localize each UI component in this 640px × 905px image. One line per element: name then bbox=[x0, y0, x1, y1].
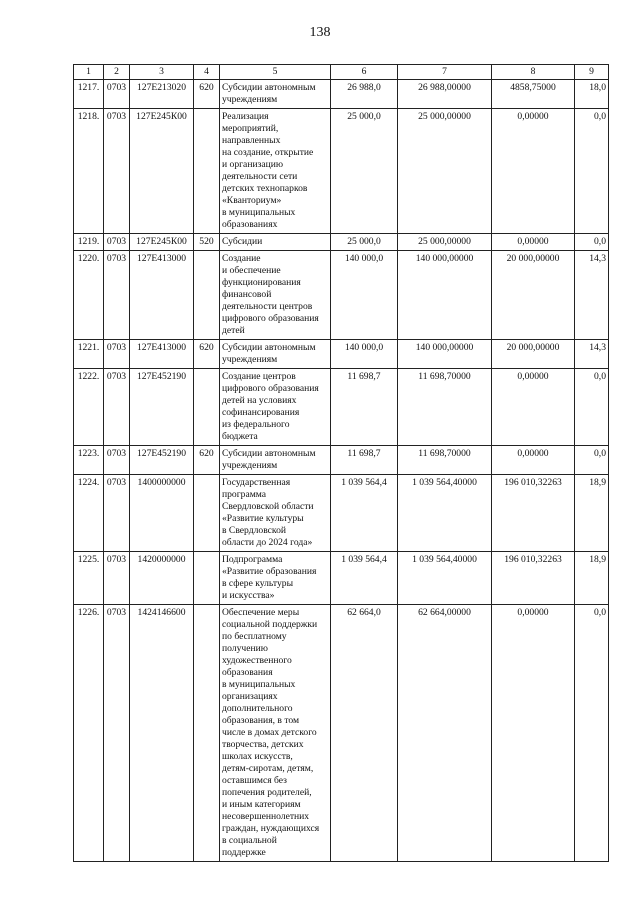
target-code-cell: 1424146600 bbox=[130, 605, 194, 862]
table-row bbox=[74, 475, 609, 552]
amount-cell: 140 000,00000 bbox=[398, 340, 492, 369]
percent-cell: 14,3 bbox=[575, 251, 609, 340]
amount-cell: 196 010,32263 bbox=[492, 552, 575, 605]
expense-type-cell bbox=[194, 475, 220, 552]
section-code-cell: 0703 bbox=[104, 446, 130, 475]
budget-table bbox=[73, 64, 609, 862]
row-number-cell: 1218. bbox=[74, 109, 104, 234]
section-code-cell: 0703 bbox=[104, 552, 130, 605]
item-name-cell: Создание центров цифрового образования детей на условиях софинансирования из федерального бюджета bbox=[220, 369, 331, 446]
target-code-cell: 127E413000 bbox=[130, 251, 194, 340]
section-code-cell: 0703 bbox=[104, 605, 130, 862]
target-code-cell: 127E452190 bbox=[130, 369, 194, 446]
section-code-cell: 0703 bbox=[104, 475, 130, 552]
amount-cell: 196 010,32263 bbox=[492, 475, 575, 552]
section-code-cell: 0703 bbox=[104, 80, 130, 109]
expense-type-cell: 620 bbox=[194, 340, 220, 369]
table-row bbox=[74, 446, 609, 475]
item-name-cell: Государственная программа Свердловской области «Развитие культуры в Свердловской области до 2024 года» bbox=[220, 475, 331, 552]
amount-cell: 4858,75000 bbox=[492, 80, 575, 109]
target-code-cell: 127E245К00 bbox=[130, 234, 194, 251]
percent-cell: 18,0 bbox=[575, 80, 609, 109]
section-code-cell: 0703 bbox=[104, 251, 130, 340]
section-code-cell: 0703 bbox=[104, 234, 130, 251]
amount-cell: 0,00000 bbox=[492, 369, 575, 446]
amount-cell: 20 000,00000 bbox=[492, 251, 575, 340]
row-number-cell: 1217. bbox=[74, 80, 104, 109]
page-number: 138 bbox=[309, 25, 331, 40]
expense-type-cell: 620 bbox=[194, 80, 220, 109]
item-name-cell: Подпрограмма «Развитие образования в сфере культуры и искусства» bbox=[220, 552, 331, 605]
item-name-cell: Создание и обеспечение функционирования финансовой деятельности центров цифрового образования детей bbox=[220, 251, 331, 340]
table-row bbox=[74, 605, 609, 862]
amount-cell: 1 039 564,40000 bbox=[398, 475, 492, 552]
column-header: 6 bbox=[331, 65, 398, 80]
row-number-cell: 1221. bbox=[74, 340, 104, 369]
section-code-cell: 0703 bbox=[104, 109, 130, 234]
percent-cell: 0,0 bbox=[575, 234, 609, 251]
item-name-cell: Субсидии автономным учреждениям bbox=[220, 340, 331, 369]
column-header: 8 bbox=[492, 65, 575, 80]
item-name-cell: Субсидии автономным учреждениям bbox=[220, 80, 331, 109]
section-code-cell: 0703 bbox=[104, 340, 130, 369]
percent-cell: 0,0 bbox=[575, 109, 609, 234]
header-row bbox=[74, 65, 609, 80]
amount-cell: 140 000,0 bbox=[331, 340, 398, 369]
table-row bbox=[74, 369, 609, 446]
percent-cell: 18,9 bbox=[575, 552, 609, 605]
amount-cell: 20 000,00000 bbox=[492, 340, 575, 369]
row-number-cell: 1219. bbox=[74, 234, 104, 251]
expense-type-cell bbox=[194, 605, 220, 862]
column-header: 3 bbox=[130, 65, 194, 80]
amount-cell: 26 988,0 bbox=[331, 80, 398, 109]
expense-type-cell bbox=[194, 552, 220, 605]
amount-cell: 26 988,00000 bbox=[398, 80, 492, 109]
table-row bbox=[74, 80, 609, 109]
percent-cell: 18,9 bbox=[575, 475, 609, 552]
row-number-cell: 1224. bbox=[74, 475, 104, 552]
amount-cell: 0,00000 bbox=[492, 234, 575, 251]
amount-cell: 1 039 564,40000 bbox=[398, 552, 492, 605]
amount-cell: 11 698,70000 bbox=[398, 446, 492, 475]
target-code-cell: 127E452190 bbox=[130, 446, 194, 475]
target-code-cell: 1420000000 bbox=[130, 552, 194, 605]
expense-type-cell bbox=[194, 369, 220, 446]
amount-cell: 25 000,0 bbox=[331, 234, 398, 251]
percent-cell: 0,0 bbox=[575, 369, 609, 446]
amount-cell: 140 000,00000 bbox=[398, 251, 492, 340]
amount-cell: 25 000,00000 bbox=[398, 234, 492, 251]
row-number-cell: 1226. bbox=[74, 605, 104, 862]
amount-cell: 0,00000 bbox=[492, 605, 575, 862]
amount-cell: 62 664,0 bbox=[331, 605, 398, 862]
amount-cell: 11 698,7 bbox=[331, 369, 398, 446]
row-number-cell: 1220. bbox=[74, 251, 104, 340]
row-number-cell: 1222. bbox=[74, 369, 104, 446]
column-header: 2 bbox=[104, 65, 130, 80]
item-name-cell: Субсидии bbox=[220, 234, 331, 251]
row-number-cell: 1225. bbox=[74, 552, 104, 605]
section-code-cell: 0703 bbox=[104, 369, 130, 446]
expense-type-cell: 620 bbox=[194, 446, 220, 475]
amount-cell: 1 039 564,4 bbox=[331, 475, 398, 552]
percent-cell: 0,0 bbox=[575, 446, 609, 475]
amount-cell: 11 698,7 bbox=[331, 446, 398, 475]
expense-type-cell bbox=[194, 109, 220, 234]
column-header: 9 bbox=[575, 65, 609, 80]
amount-cell: 1 039 564,4 bbox=[331, 552, 398, 605]
column-header: 4 bbox=[194, 65, 220, 80]
table-row bbox=[74, 109, 609, 234]
item-name-cell: Реализация мероприятий, направленных на создание, открытие и организацию деятельности сети детских технопарков «Кванториум» в муниципальных образованиях bbox=[220, 109, 331, 234]
column-header: 7 bbox=[398, 65, 492, 80]
amount-cell: 25 000,00000 bbox=[398, 109, 492, 234]
expense-type-cell: 520 bbox=[194, 234, 220, 251]
row-number-cell: 1223. bbox=[74, 446, 104, 475]
percent-cell: 14,3 bbox=[575, 340, 609, 369]
expense-type-cell bbox=[194, 251, 220, 340]
target-code-cell: 127E245К00 bbox=[130, 109, 194, 234]
amount-cell: 0,00000 bbox=[492, 446, 575, 475]
amount-cell: 25 000,0 bbox=[331, 109, 398, 234]
column-header: 5 bbox=[220, 65, 331, 80]
amount-cell: 11 698,70000 bbox=[398, 369, 492, 446]
table-row bbox=[74, 251, 609, 340]
target-code-cell: 127E413000 bbox=[130, 340, 194, 369]
target-code-cell: 1400000000 bbox=[130, 475, 194, 552]
amount-cell: 62 664,00000 bbox=[398, 605, 492, 862]
table-row bbox=[74, 340, 609, 369]
item-name-cell: Обеспечение меры социальной поддержки по бесплатному получению художественного образования в муниципальных организациях дополнительного образования, в том числе в домах детского творчества, детских школах искусств, детям-сиротам, детям, оставшимся без попечения родителей, и иным категориям несовершеннолетних граждан, нуждающихся в социальной поддержке bbox=[220, 605, 331, 862]
column-header: 1 bbox=[74, 65, 104, 80]
table-row bbox=[74, 234, 609, 251]
target-code-cell: 127E213020 bbox=[130, 80, 194, 109]
amount-cell: 140 000,0 bbox=[331, 251, 398, 340]
percent-cell: 0,0 bbox=[575, 605, 609, 862]
table-row bbox=[74, 552, 609, 605]
amount-cell: 0,00000 bbox=[492, 109, 575, 234]
item-name-cell: Субсидии автономным учреждениям bbox=[220, 446, 331, 475]
